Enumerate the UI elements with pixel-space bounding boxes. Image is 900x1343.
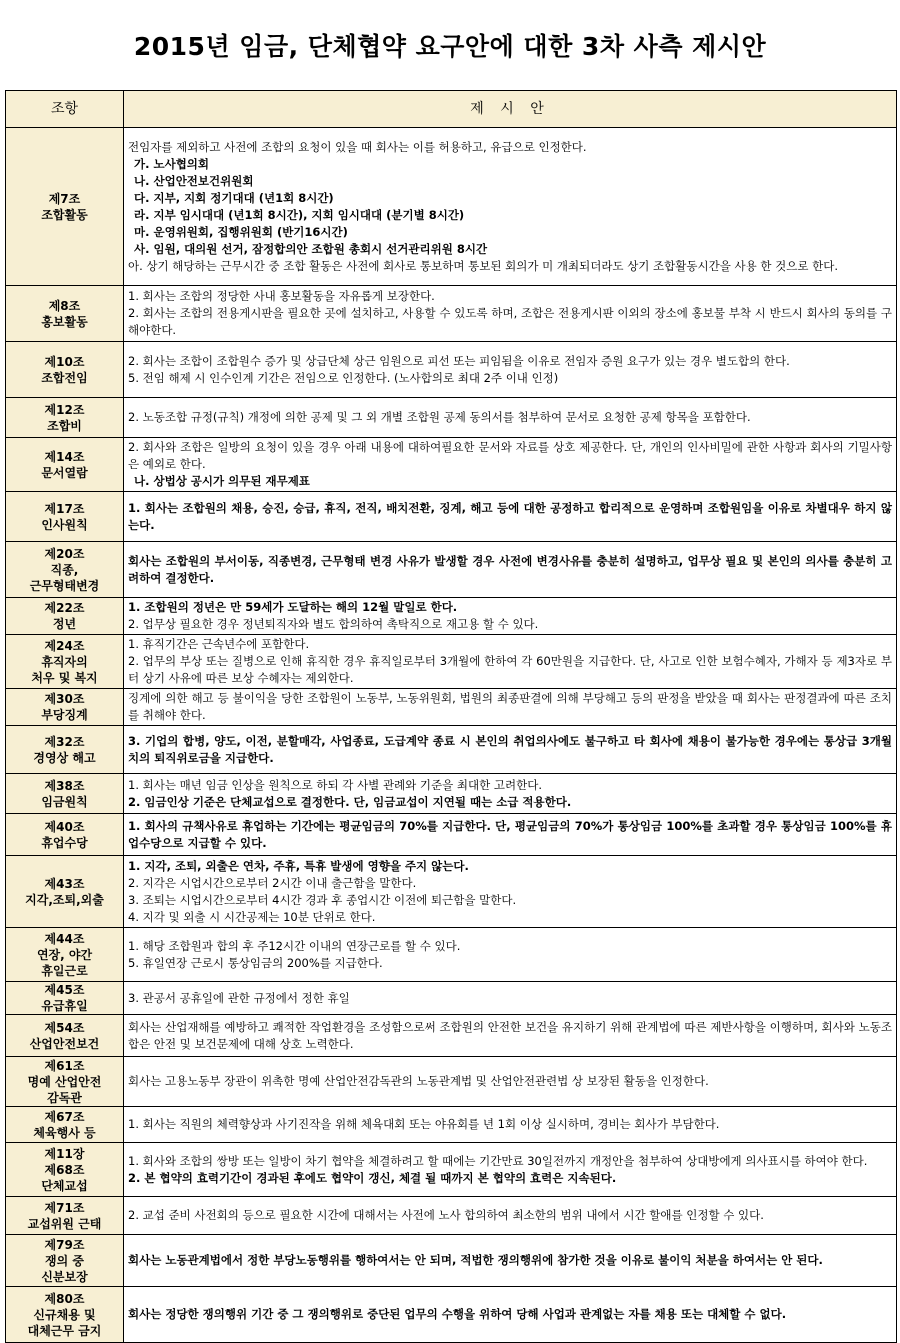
proposal-line: 3. 조퇴는 시업시간으로부터 4시간 경과 후 종업시간 이전에 퇴근함을 말한다. xyxy=(128,892,517,907)
article-label: 제71조 xyxy=(44,1200,85,1215)
article-label: 제14조 xyxy=(44,449,85,464)
table-row xyxy=(6,542,897,598)
proposal-cell xyxy=(124,128,897,286)
proposal-line: 1. 해당 조합원과 합의 후 주12시간 이내의 연장근로를 할 수 있다. xyxy=(128,938,461,953)
proposal-cell xyxy=(124,492,897,542)
article-label: 쟁의 중 xyxy=(45,1253,84,1268)
proposal-line: 2. 교섭 준비 사전회의 등으로 필요한 시간에 대해서는 사전에 노사 합의하여 최소한의 범위 내에서 시간 할애를 인정할 수 있다. xyxy=(128,1208,764,1222)
article-label: 제43조 xyxy=(44,876,85,891)
proposal-line: 징계에 의한 해고 등 불이익을 당한 조합원이 노동부, 노동위원회, 법원의 최종판결에 의해 부당해고 등의 판정을 받았을 때 회사는 판정결과에 따른 조치를 취해야 한다. xyxy=(128,691,892,722)
proposal-line: 회사는 산업재해를 예방하고 쾌적한 작업환경을 조성함으로써 조합원의 안전한 보건을 유지하기 위해 관계법에 따른 제반사항을 이행하며, 회사와 노동조합은 안전 및 보건문제에 대해 상호 노력한다. xyxy=(128,1019,892,1051)
proposal-cell xyxy=(124,635,897,689)
article-cell xyxy=(6,1235,124,1287)
article-cell xyxy=(6,1107,124,1143)
article-label: 제10조 xyxy=(44,354,85,369)
proposal-line: 4. 지각 및 외출 시 시간공제는 10분 단위로 한다. xyxy=(128,909,376,924)
article-cell xyxy=(6,342,124,398)
proposal-cell xyxy=(124,689,897,726)
proposal-line: 1. 회사는 조합의 정당한 사내 홍보활동을 자유롭게 보장한다. xyxy=(128,289,435,303)
article-cell xyxy=(6,598,124,635)
article-cell xyxy=(6,635,124,689)
proposal-cell xyxy=(124,1057,897,1107)
article-cell xyxy=(6,398,124,438)
proposal-table xyxy=(5,90,897,1343)
article-label: 문서열람 xyxy=(41,465,88,480)
proposal-line: 2. 회사와 조합은 일방의 요청이 있을 경우 아래 내용에 대하여필요한 문서와 자료를 상호 제공한다. 단, 개인의 인사비밀에 관한 사항과 회사의 기밀사항은 예외로 한다. xyxy=(128,440,892,471)
article-label: 제32조 xyxy=(44,734,85,749)
article-cell xyxy=(6,982,124,1015)
table-row xyxy=(6,1015,897,1057)
article-label: 임금원칙 xyxy=(41,794,88,809)
proposal-line: 2. 업무의 부상 또는 질병으로 인해 휴직한 경우 휴직일로부터 3개월에 한하여 각 60만원을 지급한다. 단, 사고로 인한 보험수혜자, 가해자 등 제3자로 부터 상기 사유에 따른 보상 수혜자는 제외한다. xyxy=(128,654,892,685)
article-cell xyxy=(6,726,124,774)
article-label: 제68조 xyxy=(44,1162,85,1177)
proposal-line: 다. 지부, 지회 정기대대 (년1회 8시간) xyxy=(134,190,334,205)
article-label: 조합전임 xyxy=(41,370,88,385)
proposal-line: 나. 산업안전보건위원회 xyxy=(134,173,254,188)
article-label: 휴일근로 xyxy=(41,963,88,978)
article-label: 처우 및 복지 xyxy=(31,670,98,685)
article-label: 제12조 xyxy=(44,402,85,417)
proposal-cell xyxy=(124,774,897,814)
article-label: 연장, 야간 xyxy=(36,947,93,962)
article-cell xyxy=(6,814,124,856)
table-row xyxy=(6,1287,897,1343)
proposal-cell xyxy=(124,542,897,598)
article-label: 정년 xyxy=(52,617,77,631)
proposal-line: 2. 회사는 조합의 전용게시판을 필요한 곳에 설치하고, 사용할 수 있도록 하며, 조합은 전용게시판 이외의 장소에 홍보물 부착 시 반드시 회사의 동의를 구해야한다. xyxy=(128,306,892,337)
table-row xyxy=(6,1107,897,1143)
table-row xyxy=(6,128,897,286)
article-label: 인사원칙 xyxy=(41,517,88,532)
table-row xyxy=(6,286,897,342)
proposal-line: 1. 휴직기간은 근속년수에 포함한다. xyxy=(128,637,310,651)
article-cell xyxy=(6,1287,124,1343)
article-label: 제54조 xyxy=(44,1020,85,1035)
table-header-row xyxy=(6,91,897,128)
article-label: 신규채용 및 xyxy=(33,1307,96,1322)
article-label: 체육행사 등 xyxy=(33,1125,96,1140)
article-label: 직종, xyxy=(50,562,79,577)
article-label: 근무형태변경 xyxy=(29,578,100,593)
article-label: 제61조 xyxy=(44,1058,85,1073)
table-row xyxy=(6,1057,897,1107)
proposal-cell xyxy=(124,438,897,492)
table-row xyxy=(6,1197,897,1235)
article-label: 제30조 xyxy=(44,692,85,706)
proposal-line: 사. 임원, 대의원 선거, 잠정합의안 조합원 총회시 선거관리위원 8시간 xyxy=(134,241,488,256)
table-row xyxy=(6,398,897,438)
proposal-line: 3. 관공서 공휴일에 관한 규정에서 정한 휴일 xyxy=(128,990,350,1005)
article-label: 제8조 xyxy=(48,298,81,313)
proposal-line: 회사는 노동관계법에서 정한 부당노동행위를 행하여서는 안 되며, 적법한 쟁의행위에 참가한 것을 이유로 불이익 처분을 하여서는 안 된다. xyxy=(128,1253,823,1267)
proposal-cell xyxy=(124,342,897,398)
proposal-line: 2. 노동조합 규정(규칙) 개정에 의한 공제 및 그 외 개별 조합원 공제 동의서를 첨부하여 문서로 요청한 공제 항목을 포함한다. xyxy=(128,410,751,424)
proposal-cell xyxy=(124,726,897,774)
proposal-cell xyxy=(124,1287,897,1343)
article-cell xyxy=(6,1057,124,1107)
article-label: 신분보장 xyxy=(41,1269,88,1284)
proposal-line: 1. 회사는 조합원의 채용, 승진, 승급, 휴직, 전직, 배치전환, 징계, 해고 등에 대한 공정하고 합리적으로 운영하며 조합원임을 이유로 차별대우 하지 않는다. xyxy=(128,500,892,532)
proposal-line: 나. 상법상 공시가 의무된 재무제표 xyxy=(134,474,310,488)
article-label: 부당징계 xyxy=(41,708,88,722)
table-row xyxy=(6,982,897,1015)
article-cell xyxy=(6,286,124,342)
header-proposal: 제 시 안 xyxy=(124,91,897,128)
table-row xyxy=(6,635,897,689)
article-cell xyxy=(6,542,124,598)
proposal-cell xyxy=(124,1197,897,1235)
proposal-line: 2. 회사는 조합이 조합원수 증가 및 상급단체 상근 임원으로 피선 또는 피임됨을 이유로 전임자 증원 요구가 있는 경우 별도합의 한다. xyxy=(128,353,790,368)
proposal-line: 1. 회사의 규책사유로 휴업하는 기간에는 평균임금의 70%를 지급한다. 단, 평균임금의 70%가 통상임금 100%를 초과할 경우 통상임금 100%를 휴업수당으로 지급할 수 있다. xyxy=(128,818,892,850)
table-row xyxy=(6,726,897,774)
article-label: 산업안전보건 xyxy=(29,1036,100,1051)
article-cell xyxy=(6,1197,124,1235)
article-label: 경영상 해고 xyxy=(33,750,96,765)
proposal-line: 1. 회사와 조합의 쌍방 또는 일방이 차기 협약을 체결하려고 할 때에는 기간만료 30일전까지 개정안을 첨부하여 상대방에게 의사표시를 하여야 한다. xyxy=(128,1153,868,1168)
proposal-line: 2. 업무상 필요한 경우 정년퇴직자와 별도 합의하여 촉탁직으로 재고용 할 수 있다. xyxy=(128,617,539,631)
table-row xyxy=(6,928,897,982)
table-row xyxy=(6,492,897,542)
article-label: 홍보활동 xyxy=(41,314,88,329)
proposal-cell xyxy=(124,982,897,1015)
table-row xyxy=(6,689,897,726)
article-cell xyxy=(6,689,124,726)
header-article: 조항 xyxy=(6,91,124,128)
article-cell xyxy=(6,1015,124,1057)
article-cell xyxy=(6,128,124,286)
proposal-cell xyxy=(124,814,897,856)
table-row xyxy=(6,774,897,814)
article-label: 단체교섭 xyxy=(41,1178,88,1193)
article-cell xyxy=(6,928,124,982)
proposal-line: 3. 기업의 합병, 양도, 이전, 분할매각, 사업종료, 도급계약 종료 시 본인의 취업의사에도 불구하고 타 회사에 채용이 불가능한 경우에는 통상급 3개월 치의 퇴직위로금을 지급한다. xyxy=(128,733,892,765)
proposal-line: 1. 지각, 조퇴, 외출은 연차, 주휴, 특휴 발생에 영향을 주지 않는다. xyxy=(128,858,469,873)
proposal-line: 1. 조합원의 정년은 만 59세가 도달하는 해의 12월 말일로 한다. xyxy=(128,600,458,614)
proposal-line: 5. 전임 해제 시 인수인계 기간은 전임으로 인정한다. (노사합의로 최대 2주 이내 인정) xyxy=(128,370,559,385)
article-label: 휴업수당 xyxy=(41,835,88,850)
article-label: 감독관 xyxy=(47,1090,82,1105)
proposal-cell xyxy=(124,928,897,982)
proposal-cell xyxy=(124,856,897,928)
table-body xyxy=(6,128,897,1343)
proposal-line: 2. 본 협약의 효력기간이 경과된 후에도 협약이 갱신, 체결 될 때까지 본 협약의 효력은 지속된다. xyxy=(128,1170,617,1185)
article-cell xyxy=(6,438,124,492)
article-label: 제24조 xyxy=(44,638,85,653)
document-title: 2015년 임금, 단체협약 요구안에 대한 3차 사측 제시안 xyxy=(133,32,767,61)
proposal-cell xyxy=(124,1235,897,1287)
proposal-line: 회사는 정당한 쟁의행위 기간 중 그 쟁의행위로 중단된 업무의 수행을 위하여 당해 사업과 관계없는 자를 채용 또는 대체할 수 없다. xyxy=(128,1307,787,1321)
proposal-line: 라. 지부 임시대대 (년1회 8시간), 지회 임시대대 (분기별 8시간) xyxy=(134,207,465,222)
proposal-cell xyxy=(124,598,897,635)
article-label: 대체근무 금지 xyxy=(27,1323,102,1338)
table-row xyxy=(6,1143,897,1197)
article-label: 교섭위원 근태 xyxy=(27,1216,102,1231)
article-label: 휴직자의 xyxy=(41,654,88,669)
proposal-line: 전임자를 제외하고 사전에 조합의 요청이 있을 때 회사는 이를 허용하고, 유급으로 인정한다. xyxy=(128,139,587,154)
article-label: 유급휴일 xyxy=(41,999,88,1013)
article-label: 조합비 xyxy=(47,418,82,433)
proposal-cell xyxy=(124,1143,897,1197)
proposal-cell xyxy=(124,398,897,438)
article-label: 제67조 xyxy=(44,1109,85,1124)
article-cell xyxy=(6,856,124,928)
table-row xyxy=(6,814,897,856)
article-cell xyxy=(6,1143,124,1197)
proposal-cell xyxy=(124,1015,897,1057)
article-label: 제7조 xyxy=(48,191,81,206)
table-row xyxy=(6,598,897,635)
article-label: 명예 산업안전 xyxy=(27,1074,102,1089)
proposal-line: 2. 임금인상 기준은 단체교섭으로 결정한다. 단, 임금교섭이 지연될 때는 소급 적용한다. xyxy=(128,794,572,809)
table-row xyxy=(6,1235,897,1287)
proposal-line: 가. 노사협의회 xyxy=(134,156,210,171)
table-row xyxy=(6,342,897,398)
table-row xyxy=(6,438,897,492)
article-label: 제17조 xyxy=(44,501,85,516)
proposal-line: 5. 휴일연장 근로시 통상임금의 200%를 지급한다. xyxy=(128,955,383,970)
article-cell xyxy=(6,774,124,814)
article-label: 제44조 xyxy=(44,931,85,946)
article-label: 조합활동 xyxy=(41,207,88,222)
proposal-line: 1. 회사는 매년 임금 인상을 원칙으로 하되 각 사별 관례와 기준을 최대한 고려한다. xyxy=(128,777,542,792)
article-label: 제11장 xyxy=(44,1146,85,1161)
table-row xyxy=(6,856,897,928)
article-label: 제80조 xyxy=(44,1291,85,1306)
article-label: 제20조 xyxy=(44,546,85,561)
article-label: 지각,조퇴,외출 xyxy=(25,892,104,907)
proposal-line: 2. 지각은 시업시간으로부터 2시간 이내 출근함을 말한다. xyxy=(128,875,417,890)
proposal-line: 1. 회사는 직원의 체력향상과 사기진작을 위해 체육대회 또는 야유회를 년 1회 이상 실시하며, 경비는 회사가 부담한다. xyxy=(128,1117,720,1131)
article-label: 제79조 xyxy=(44,1237,85,1252)
proposal-line: 마. 운영위원회, 집행위원회 (반기16시간) xyxy=(134,224,348,239)
article-cell xyxy=(6,492,124,542)
article-label: 제45조 xyxy=(44,983,85,997)
proposal-line: 회사는 고용노동부 장관이 위촉한 명예 산업안전감독관의 노동관계법 및 산업안전관련법 상 보장된 활동을 인정한다. xyxy=(128,1074,709,1088)
article-label: 제38조 xyxy=(44,778,85,793)
proposal-line: 회사는 조합원의 부서이동, 직종변경, 근무형태 변경 사유가 발생할 경우 사전에 변경사유를 충분히 설명하고, 업무상 필요 및 본인의 의사를 충분히 고려하여 결정한다. xyxy=(128,553,892,585)
proposal-cell xyxy=(124,1107,897,1143)
proposal-cell xyxy=(124,286,897,342)
article-label: 제40조 xyxy=(44,819,85,834)
article-label: 제22조 xyxy=(44,601,85,615)
proposal-line: 아. 상기 해당하는 근무시간 중 조합 활동은 사전에 회사로 통보하며 통보된 회의가 미 개최되더라도 상기 조합활동시간을 사용 한 것으로 한다. xyxy=(128,258,838,273)
